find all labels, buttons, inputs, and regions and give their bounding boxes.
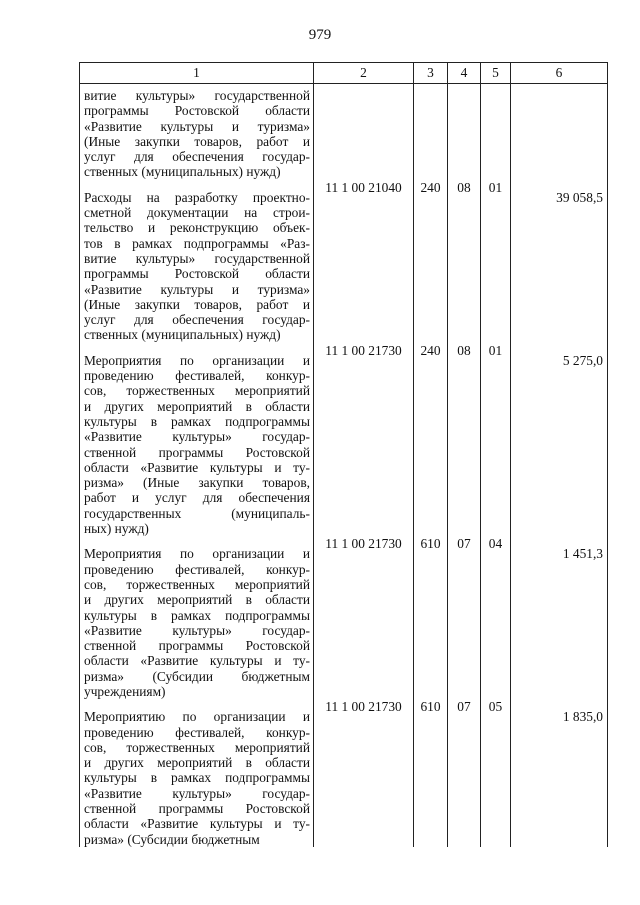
description-line: «Развитие культуры» государ- [84,785,310,801]
row-amount: 1 835,0 [511,699,608,847]
description-line: и других мероприятий в области [84,398,310,414]
description-line: тов в рамках подпрограммы «Раз- [84,235,310,251]
row-section: 08 [448,343,481,537]
row-target-code: 11 1 00 21730 [314,699,414,847]
description-line: ризма» (Иные закупки товаров, [84,475,310,491]
description-line: сметной документации на строи- [84,205,310,221]
row-expense-type: 240 [414,343,448,537]
row-amount: 39 058,5 [511,180,608,343]
description-line: витие культуры» государственной [84,250,310,266]
description-line: «Развитие культуры» государ- [84,622,310,638]
budget-table [79,62,608,847]
description-line: ризма» (Субсидии бюджетным [84,831,260,847]
row-subsection: 05 [481,699,511,847]
header-col-6: 6 [511,63,608,84]
table-row [80,84,608,180]
description-line: области «Развитие культуры и ту- [84,459,310,475]
description-line: (Иные закупки товаров, работ и [84,133,310,149]
row-subsection [481,84,511,180]
row-amount [511,84,608,180]
header-row [80,63,608,84]
row-target-code: 11 1 00 21730 [314,536,414,699]
description-line: области «Развитие культуры и ту- [84,816,310,832]
table-row [80,536,608,699]
description-line: и других мероприятий в области [84,755,310,771]
description-line: услуг для обеспечения государ- [84,312,310,328]
description-line: ственных (муниципальных) нужд) [84,164,281,180]
description-line: работ и услуг для обеспечения [84,490,310,506]
description-line: сов, торжественных мероприятий [84,576,310,592]
description-line: ственной программы Ростовской [84,638,310,654]
row-section: 08 [448,180,481,343]
description-line: ственной программы Ростовской [84,444,310,460]
description-line: ственной программы Ростовской [84,801,310,817]
row-target-code: 11 1 00 21040 [314,180,414,343]
table-row [80,699,608,847]
header-col-3: 3 [414,63,448,84]
row-expense-type: 610 [414,536,448,699]
description-line: культуры в рамках подпрограммы [84,770,310,786]
row-description [80,180,314,343]
description-line: тельство и реконструкцию объек- [84,220,310,236]
row-expense-type: 240 [414,180,448,343]
description-line: проведению фестивалей, конкур- [84,724,310,740]
row-amount: 1 451,3 [511,536,608,699]
row-subsection: 01 [481,343,511,537]
description-line: услуг для обеспечения государ- [84,149,310,165]
description-line: «Развитие культуры и туризма» [84,281,310,297]
header-col-5: 5 [481,63,511,84]
description-line: проведению фестивалей, конкур- [84,561,310,577]
row-section [448,84,481,180]
row-description [80,536,314,699]
page-number: 979 [308,27,332,43]
row-subsection: 01 [481,180,511,343]
description-line: Мероприятия по организации и [84,352,310,368]
row-target-code: 11 1 00 21730 [314,343,414,537]
row-section: 07 [448,536,481,699]
row-description [80,84,314,180]
table-row [80,343,608,537]
description-line: витие культуры» государственной [84,88,310,103]
header-col-1: 1 [80,63,314,84]
table-row [80,180,608,343]
description-line: культуры в рамках подпрограммы [84,607,310,623]
row-description [80,699,314,847]
row-expense-type: 610 [414,699,448,847]
header-col-4: 4 [448,63,481,84]
description-line: проведению фестивалей, конкур- [84,368,310,384]
description-line: ризма» (Субсидии бюджетным [84,668,310,684]
description-line: Мероприятию по организации и [84,709,310,725]
header-col-2: 2 [314,63,414,84]
description-line: области «Развитие культуры и ту- [84,653,310,669]
description-line: учреждениям) [84,683,166,699]
description-line: и других мероприятий в области [84,592,310,608]
description-line: «Развитие культуры и туризма» [84,118,310,134]
row-amount: 5 275,0 [511,343,608,537]
description-line: программы Ростовской области [84,266,310,282]
description-line: «Развитие культуры» государ- [84,429,310,445]
description-line: (Иные закупки товаров, работ и [84,296,310,312]
description-line: сов, торжественных мероприятий [84,739,310,755]
description-line: Мероприятия по организации и [84,546,310,562]
description-line: Расходы на разработку проектно- [84,189,310,205]
row-expense-type [414,84,448,180]
row-description [80,343,314,537]
row-subsection: 04 [481,536,511,699]
description-line: государственных (муниципаль- [84,505,310,521]
description-line: программы Ростовской области [84,103,310,119]
description-line: ственных (муниципальных) нужд) [84,327,281,343]
table-body [80,84,608,847]
description-line: культуры в рамках подпрограммы [84,413,310,429]
description-line: ных) нужд) [84,521,149,537]
row-target-code [314,84,414,180]
row-section: 07 [448,699,481,847]
description-line: сов, торжественных мероприятий [84,383,310,399]
